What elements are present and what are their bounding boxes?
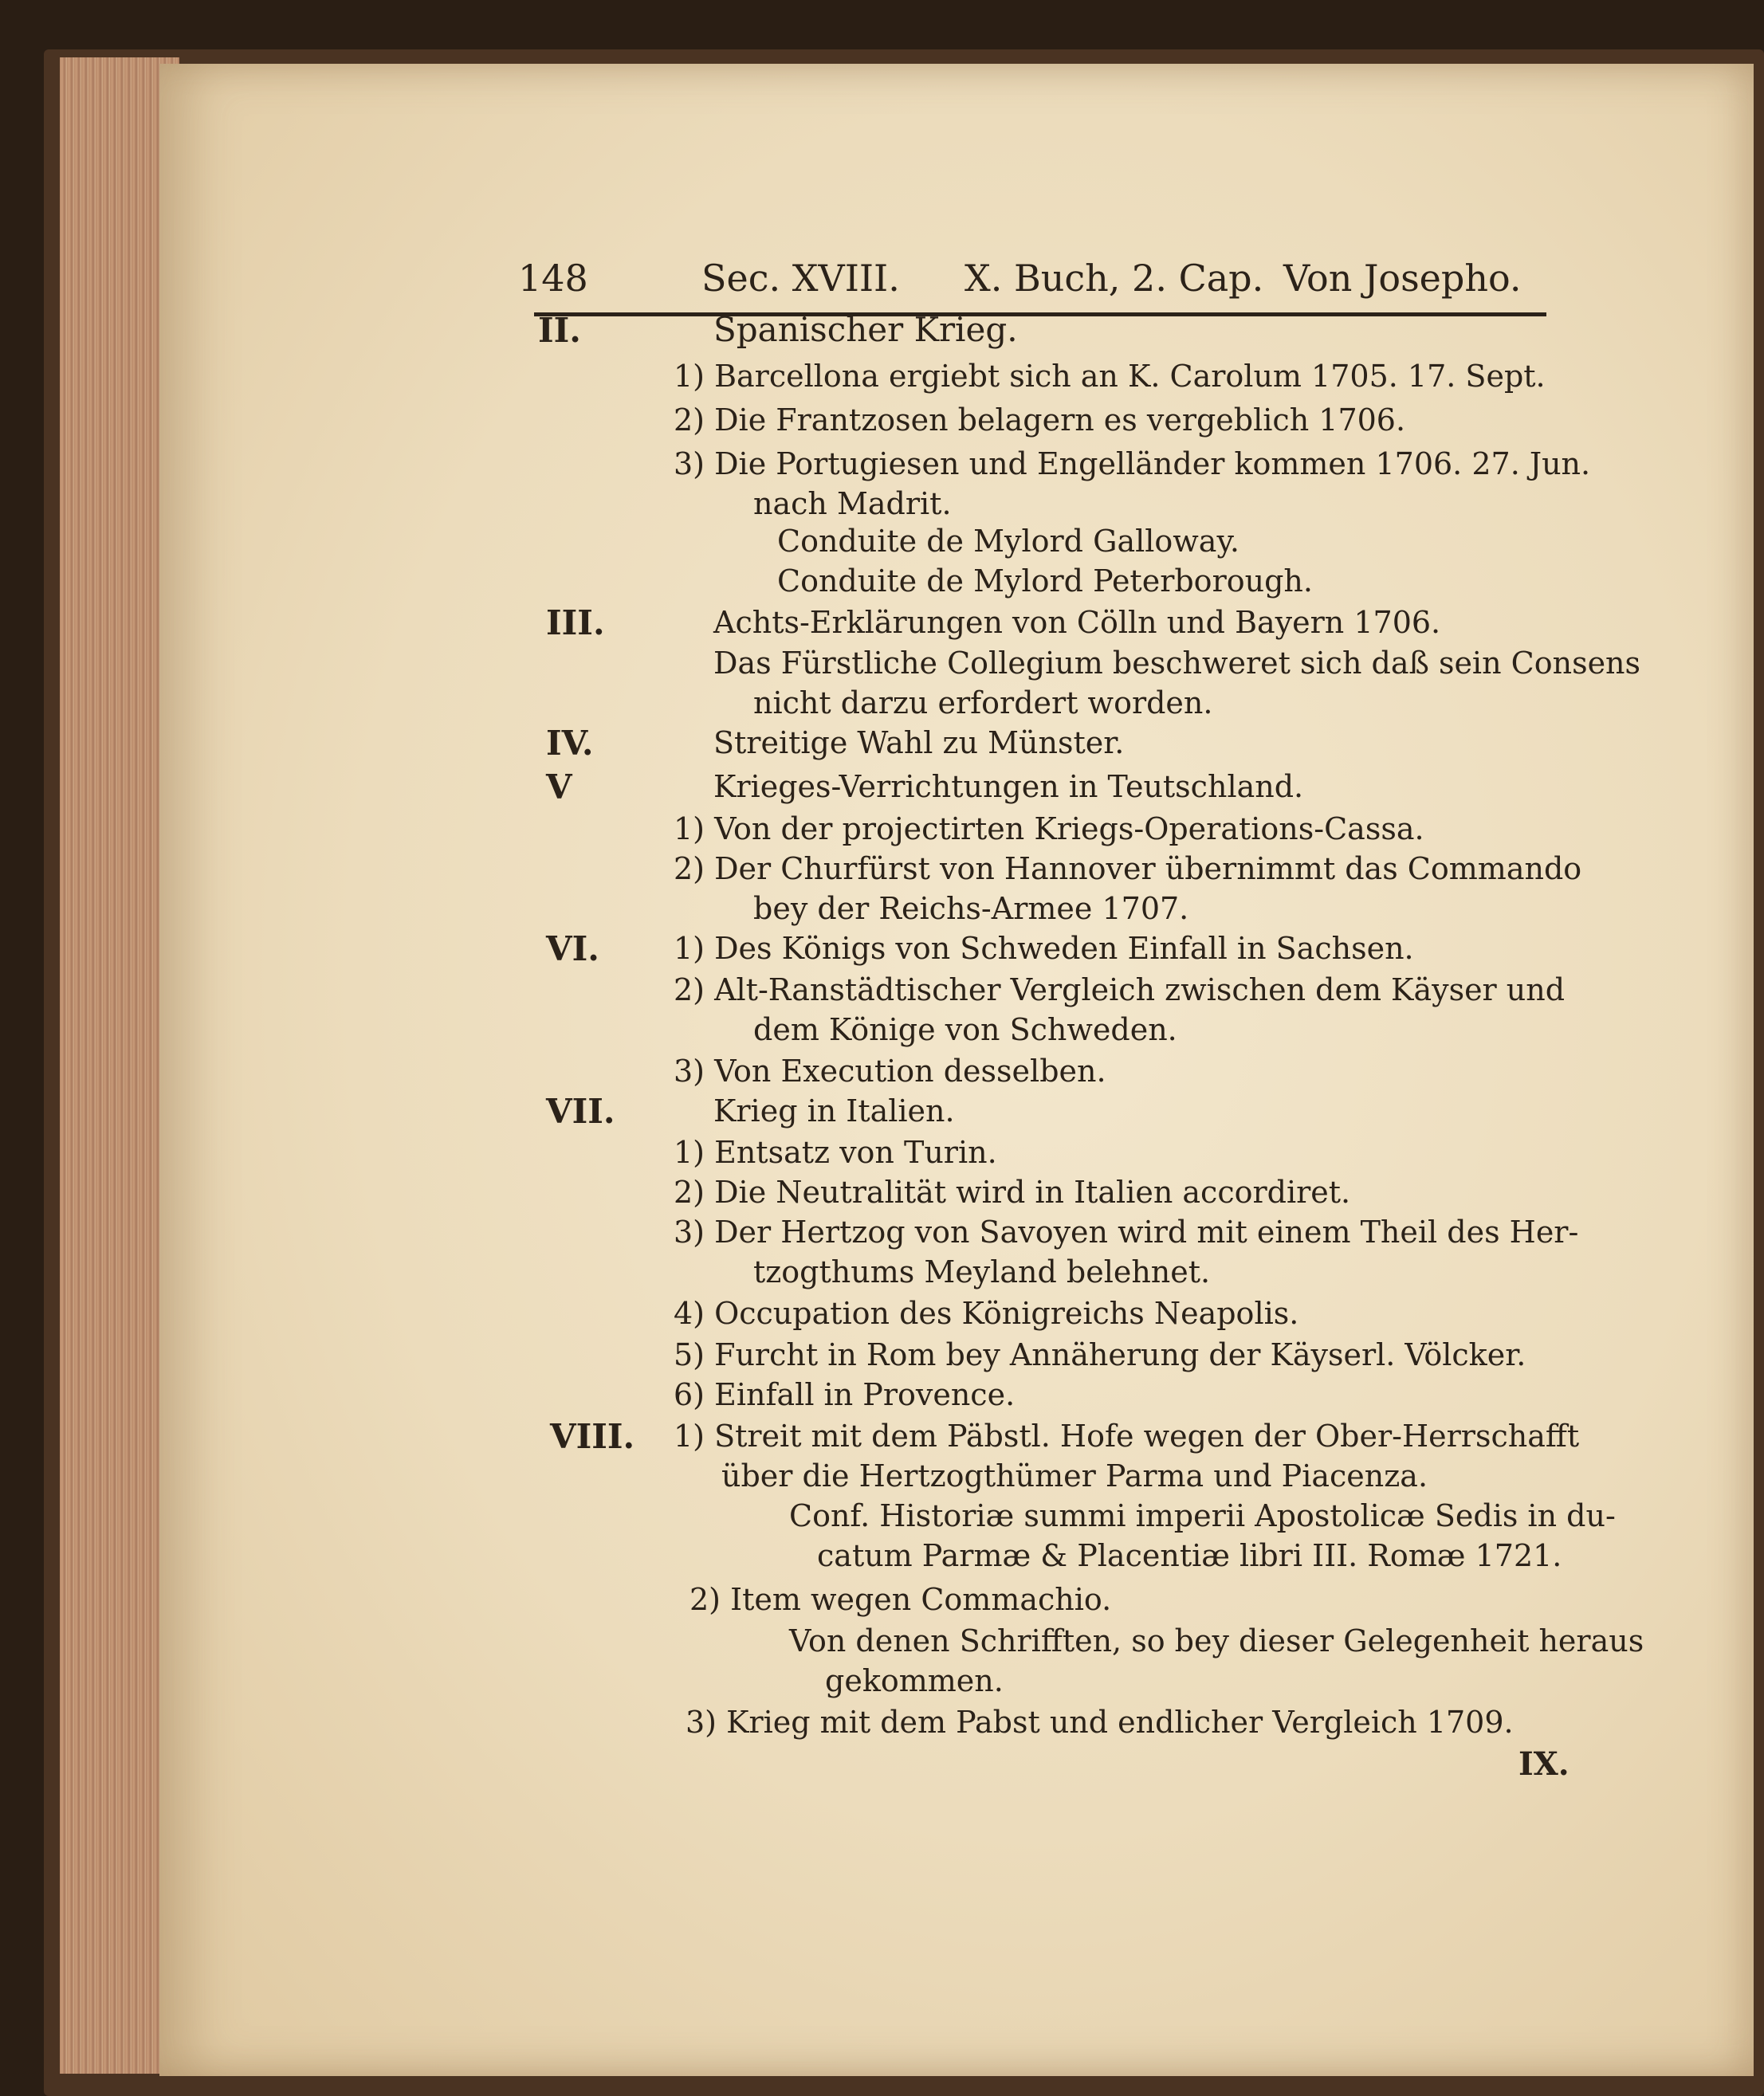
entry-line: catum Parmæ & Placentiæ libri III. Romæ 1721. <box>817 1538 1562 1573</box>
entry-line: 1) Des Königs von Schweden Einfall in Sachsen. <box>674 931 1414 966</box>
entry-line: 3) Die Portugiesen und Engelländer kommen 1706. 27. Jun. <box>674 446 1591 481</box>
entry-line: 4) Occupation des Königreichs Neapolis. <box>674 1296 1299 1331</box>
entry-heading: Spanischer Krieg. <box>713 310 1018 349</box>
entry-line: 3) Der Hertzog von Savoyen wird mit einem Theil des Her- <box>674 1215 1579 1250</box>
entry-line: 5) Furcht in Rom bey Annäherung der Käyserl. Völcker. <box>674 1337 1526 1372</box>
entry-line: Von denen Schrifften, so bey dieser Gelegenheit heraus <box>789 1623 1644 1658</box>
entry-line: Conf. Historiæ summi imperii Apostolicæ Sedis in du- <box>789 1498 1616 1533</box>
entry-line: 1) Streit mit dem Päbstl. Hofe wegen der Ober-Herrschafft <box>674 1419 1580 1454</box>
entry-line: 2) Die Frantzosen belagern es vergeblich 1706. <box>674 402 1406 438</box>
entry-line: tzogthums Meyland belehnet. <box>753 1254 1211 1289</box>
entry-line: 1) Barcellona ergiebt sich an K. Carolum 1705. 17. Sept. <box>674 359 1546 394</box>
entry-line: 3) Von Execution desselben. <box>674 1054 1106 1089</box>
entry-numeral: VII. <box>546 1092 615 1131</box>
entry-line: Das Fürstliche Collegium beschweret sich daß sein Consens <box>713 646 1641 681</box>
entry-line: nach Madrit. <box>753 486 952 521</box>
header-rule <box>534 312 1546 316</box>
section-label: Sec. XVIII. <box>701 257 900 300</box>
header-title: Von Josepho. <box>1283 257 1522 300</box>
entry-line: gekommen. <box>825 1663 1004 1698</box>
entry-heading: Achts-Erklärungen von Cölln und Bayern 1706. <box>713 605 1441 640</box>
catchword: IX. <box>1518 1745 1570 1783</box>
book-chapter: X. Buch, 2. Cap. <box>965 257 1264 300</box>
entry-heading: Streitige Wahl zu Münster. <box>713 725 1125 760</box>
entry-heading: Krieg in Italien. <box>713 1093 955 1128</box>
entry-line: über die Hertzogthümer Parma und Piacenza. <box>721 1458 1428 1493</box>
entry-numeral: IV. <box>546 724 594 763</box>
running-header <box>518 257 1546 320</box>
entry-line: 2) Item wegen Commachio. <box>689 1582 1112 1617</box>
entry-numeral: VIII. <box>550 1417 635 1456</box>
entry-line: Conduite de Mylord Peterborough. <box>777 563 1313 599</box>
entry-line: 1) Von der projectirten Kriegs-Operations-Cassa. <box>674 811 1424 846</box>
entry-line: 2) Alt-Ranstädtischer Vergleich zwischen dem Käyser und <box>674 972 1566 1007</box>
page-number: 148 <box>518 257 588 300</box>
entry-numeral: VI. <box>546 929 599 968</box>
entry-line: 2) Der Churfürst von Hannover übernimmt das Commando <box>674 851 1582 886</box>
entry-line: dem Könige von Schweden. <box>753 1012 1177 1047</box>
entry-line: 1) Entsatz von Turin. <box>674 1135 997 1170</box>
entry-numeral: III. <box>546 603 605 642</box>
entry-line: 2) Die Neutralität wird in Italien accordiret. <box>674 1175 1351 1210</box>
entry-numeral: II. <box>538 311 581 350</box>
entry-line: 6) Einfall in Provence. <box>674 1377 1016 1412</box>
entry-line: 3) Krieg mit dem Pabst und endlicher Vergleich 1709. <box>686 1705 1514 1740</box>
entry-numeral: V <box>546 767 572 807</box>
entry-heading: Krieges-Verrichtungen in Teutschland. <box>713 769 1304 804</box>
entry-line: nicht darzu erfordert worden. <box>753 685 1213 720</box>
entry-line: bey der Reichs-Armee 1707. <box>753 891 1189 926</box>
entry-line: Conduite de Mylord Galloway. <box>777 524 1240 559</box>
